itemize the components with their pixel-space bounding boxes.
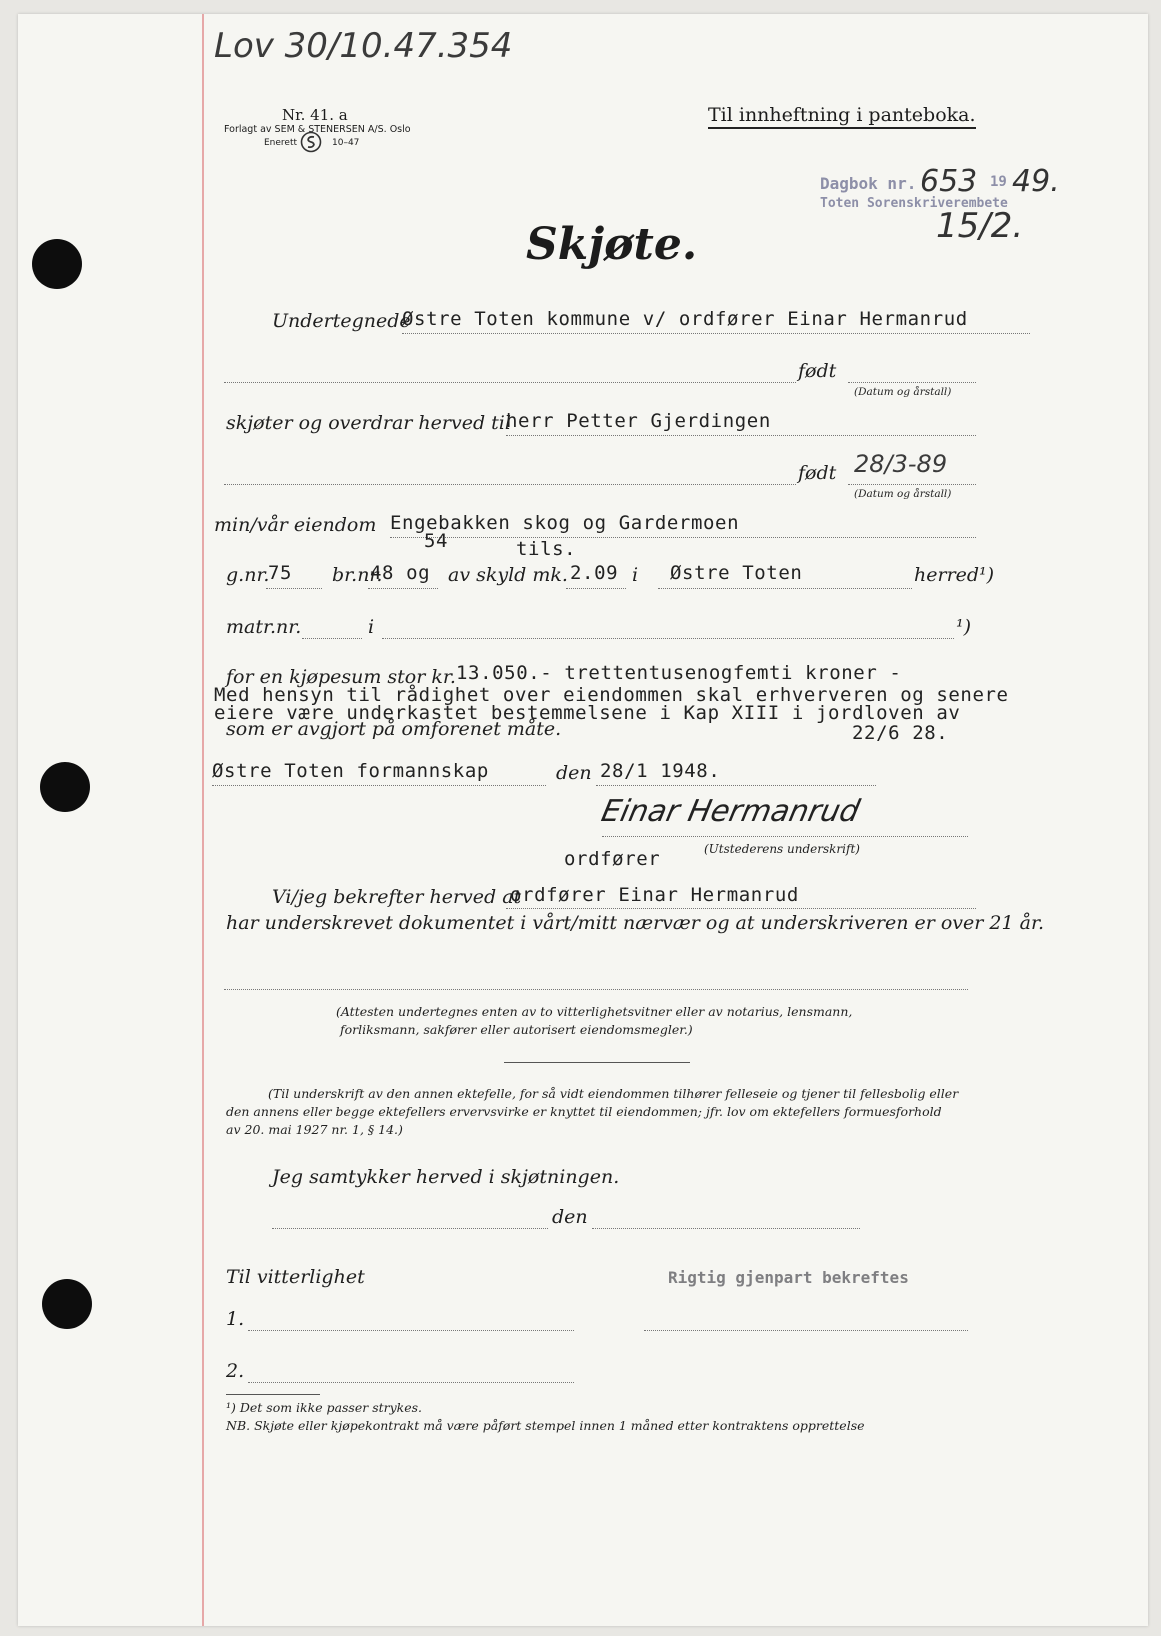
skyld-value: 2.09 <box>570 562 619 584</box>
datum-hint-2: (Datum og årstall) <box>854 488 952 500</box>
bnr-line <box>368 588 438 589</box>
stamp-year-suffix: 49. <box>1012 164 1060 199</box>
condition-line-1: Med hensyn til rådighet over eiendommen skal erhververen og senere <box>214 684 1009 706</box>
den2-label: den <box>552 1206 588 1228</box>
spouse-note-2: den annens eller begge ektefellers ervervsvirke er knyttet til eiendommen; jfr. lov om ektefellers formuesforhold <box>226 1104 942 1119</box>
margin-line <box>202 14 204 1626</box>
grantor-signature: Einar Hermanrud <box>598 794 863 829</box>
witness-2-label: 2. <box>226 1360 245 1382</box>
fodt-label-2: født <box>798 462 837 484</box>
birth-date-line-2 <box>848 484 976 485</box>
attest-note-1: (Attesten undertegnes enten av to vitterlighetsvitner eller av notarius, lensmann, <box>336 1004 853 1019</box>
vitterlighet-label: Til vitterlighet <box>226 1266 365 1288</box>
divider <box>504 1062 690 1063</box>
matr-line <box>302 638 362 639</box>
top-annotation: Lov 30/10.47.354 <box>214 26 513 66</box>
stamp-office: Toten Sorenskriverembete <box>820 196 1008 211</box>
grantor-line <box>402 333 1030 334</box>
herred-label: herred¹) <box>914 564 995 586</box>
publisher-line2: Enerett <box>264 138 298 148</box>
datum-hint-1: (Datum og årstall) <box>854 386 952 398</box>
stamp-dagbok-number: 653 <box>920 164 978 199</box>
date-value: 28/1 1948. <box>600 760 721 782</box>
witness-1-label: 1. <box>226 1308 245 1330</box>
attest-value-line <box>506 908 976 909</box>
gnr-line <box>266 588 322 589</box>
bnr-label: br.nr. <box>332 564 383 586</box>
skyld-above-value: tils. <box>516 538 577 560</box>
signature-line <box>602 836 968 837</box>
publisher-line: Forlagt av SEM & STENERSEN A/S. Oslo <box>224 124 411 135</box>
grantee-line <box>506 435 976 436</box>
grantee-birth-date: 28/3-89 <box>854 450 948 478</box>
signer-title: ordfører <box>564 848 661 870</box>
publisher-logo-icon <box>300 131 322 153</box>
publisher-code: 10–47 <box>332 138 360 148</box>
eiendom-label: min/vår eiendom <box>214 514 377 536</box>
footnote-divider <box>226 1394 320 1395</box>
attest-signature-line <box>224 989 968 990</box>
condition-line-2: eiere være underkastet bestemmelsene i Kap XIII i jordloven av <box>214 702 961 724</box>
property-value: Engebakken skog og Gardermoen <box>390 512 740 534</box>
grantee-value: herr Petter Gjerdingen <box>506 410 771 432</box>
attest-value: ordfører Einar Hermanrud <box>510 884 799 906</box>
form-number: Nr. 41. a <box>282 106 348 124</box>
skyld-label: av skyld mk. <box>448 564 568 586</box>
kjop-label: for en kjøpesum stor kr. <box>226 666 456 688</box>
punch-hole-top <box>32 239 82 289</box>
consent-place-line <box>272 1228 548 1229</box>
filing-heading: Til innheftning i panteboka. <box>708 104 976 129</box>
attest-label: Vi/jeg bekrefter herved at <box>272 886 522 908</box>
omforenet-text: som er avgjort på omforenet måte. <box>226 718 562 740</box>
fodt-label-1: født <box>798 360 837 382</box>
place-line <box>212 785 546 786</box>
stamp-year-prefix: 19 <box>990 174 1007 190</box>
spouse-note-3: av 20. mai 1927 nr. 1, § 14.) <box>226 1122 403 1137</box>
condition-date: 22/6 28. <box>852 722 949 744</box>
copy-stamp: Rigtig gjenpart bekreftes <box>668 1268 909 1287</box>
skjoter-label: skjøter og overdrar herved til <box>226 412 511 434</box>
bnr-value: 48 og <box>370 562 431 584</box>
i-label: i <box>632 564 639 586</box>
punch-hole-middle <box>40 762 90 812</box>
matr-i-line <box>382 638 954 639</box>
grantor-value: Østre Toten kommune v/ ordfører Einar Hermanrud <box>402 308 968 330</box>
witness-2-line <box>248 1382 574 1383</box>
place-value: Østre Toten formannskap <box>212 760 489 782</box>
undertegnede-label: Undertegnede <box>272 310 411 332</box>
bnr-above-value: 54 <box>424 530 449 552</box>
birth-date-line-1 <box>848 382 976 383</box>
stamp-date: 15/2. <box>936 206 1024 246</box>
stamp-dagbok-label: Dagbok nr. <box>820 174 917 193</box>
attest-line-2: har underskrevet dokumentet i vårt/mitt nærvær og at underskriveren er over 21 år. <box>226 912 1044 934</box>
document-page <box>18 14 1148 1626</box>
document-title: Skjøte. <box>526 219 698 270</box>
consent-text: Jeg samtykker herved i skjøtningen. <box>272 1166 620 1188</box>
attest-note-2: forliksmann, sakfører eller autorisert eiendomsmegler.) <box>340 1022 693 1037</box>
gnr-value: 75 <box>268 562 293 584</box>
spouse-note-1: (Til underskrift av den annen ektefelle, for så vidt eiendommen tilhører felleseie og tjener til fellesbolig eller <box>268 1086 959 1101</box>
skyld-line <box>566 588 626 589</box>
punch-hole-bottom <box>42 1279 92 1329</box>
herred-value: Østre Toten <box>670 562 803 584</box>
date-line <box>596 785 876 786</box>
witness-1-line <box>248 1330 574 1331</box>
witness-1-right-line <box>644 1330 968 1331</box>
consent-date-line <box>592 1228 860 1229</box>
den-label: den <box>556 762 592 784</box>
property-line <box>390 537 976 538</box>
matr-i: i <box>368 616 375 638</box>
birth-line-2 <box>224 484 796 485</box>
gnr-label: g.nr. <box>226 564 270 586</box>
matr-sup: ¹) <box>956 616 972 638</box>
matr-label: matr.nr. <box>226 616 302 638</box>
footnote-2: NB. Skjøte eller kjøpekontrakt må være påført stempel innen 1 måned etter kontraktens opprettelse <box>226 1418 865 1433</box>
birth-line-1 <box>224 382 796 383</box>
sign-hint: (Utstederens underskrift) <box>704 842 860 856</box>
footnote-1: ¹) Det som ikke passer strykes. <box>226 1400 423 1415</box>
herred-line <box>658 588 912 589</box>
kjop-value: 13.050.- trettentusenogfemti kroner - <box>456 662 902 684</box>
